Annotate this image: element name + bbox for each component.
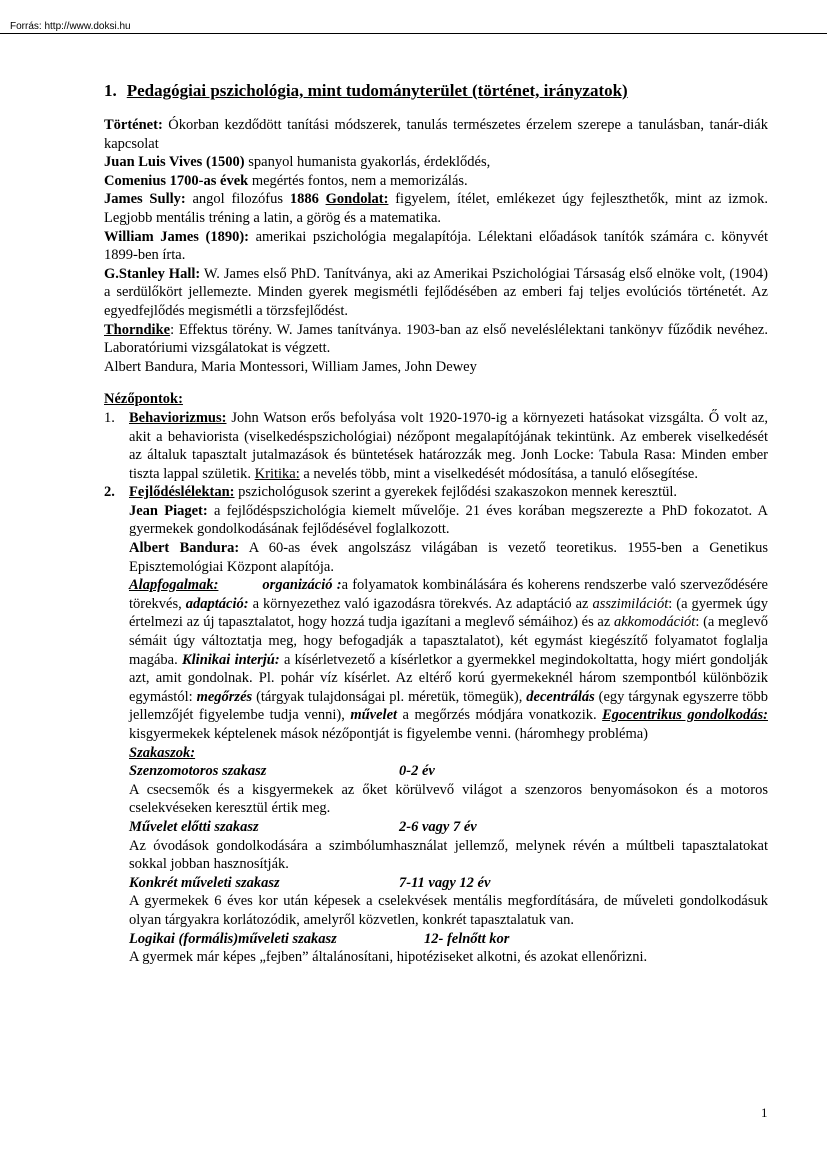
- viewpoint-developmental: 2. Fejlődéslélektan: pszichológusok szerint a gyerekek fejlődési szakaszokon mennek keresztül. Jean Piaget: a fejlődéspszichológia kiemelt művelője. 21 éves korában megszerezte a PhD fokozatot. A gyermekek gondolkodásának fejlődésével foglalkozott. Albert Bandura: A 60-as évek angolszász világában is vezető teoretikus. 1955-ben a Genetikus Episztemológiai Központ alapítója. Alapfogalmak: organizáció :a folyamatok kombinálására és koherens rendszerbe való szerveződésére törekvés, adaptáció: a környezethez való igazodásra törekvés. Az adaptáció az asszimilációt: (a gyermek úgy értelmezi az új tapasztalatot, hogy hozzá tudja igazítani a meglevő sémáihoz) és az akkomodációt: (a meglevő sémáit úgy változtatja meg, hogy befogadják a tapasztalatot), két egymást kiegészítő folyamatot foglalja magába. Klinikai interjú: a kísérletvezető a kísérletkor a gyermekkel megindokoltatta, hogy miért gondolják azt, amit gondolnak. Pl. pohár víz kísérlet. Az eltérő korú gyermekeknél három szempontból különbözik egymástól: megőrzés (tárgyak tulajdonságai pl. méretük, tömegük), decentrálás (egy tárgynak egyszerre több jellemzőjét figyelembe tudja venni), művelet a megőrzés módjára vonatkozik. Egocentrikus gondolkodás: kisgyermekek képtelenek mások nézőpontját is figyelembe venni. (háromhegy probléma) Szakaszok: Szenzomotoros szakasz 0-2 év A csecsemők és a kisgyermekek az őket körülvevő világot a szenzoros benyomásokon és a motoros cselekvéseken keresztül értik meg. Művelet előtti szakasz 2-6 vagy 7 év Az óvodások gondolkodására a szimbólumhasználat jellemző, melynek révén a múltbeli tapasztalatokat sokkal jobban hasznosítják. Konkrét műveleti szakasz 7-11 vagy 12 év A gyermekek 6 éves kor után képesek a cselekvések mentális megfordítására, de műveleti gondolkodásuk olyan tárgyakra korlátozódik, amelyről közvetlen, konkrét tapasztalatuk van. Logikai (formális)műveleti szakasz 12- felnőtt kor A gyermek már képes „fejben” általánosítani, hipotéziseket alkotni, és azokat ellenőrizni.: [104, 484, 769, 966]
- stage-description: A gyermek már képes „fejben” általánosítani, hipotéziseket alkotni, és azokat ellenőrizni.: [129, 949, 648, 966]
- stages-heading: Szakaszok:: [129, 744, 196, 761]
- source-url: Forrás: http://www.doksi.hu: [10, 21, 131, 32]
- viewpoint-behaviorism: 1. Behaviorizmus: John Watson erős befolyása volt 1920-1970-ig a környezeti hatásokat vizsgálta. Ő volt az, akit a behaviorista (viselkedéspszichológiai) nézőpont megalapítójának tekintünk. Az emberek viselkedését az általuk tapasztalt jutalmazások és büntetések határozzák meg. Jonh Locke: Tabula Rasa: Minden ember tiszta lappal születik. Kritika: a nevelés több, mint a viselkedését módosítása, a tanuló elősegítése.: [104, 409, 768, 482]
- page-title: [104, 80, 768, 102]
- stage-formal-operational: [129, 930, 768, 967]
- stage-description: A gyermekek 6 éves kor után képesek a cselekvések mentális megfordítására, de műveleti gondolkodásuk olyan tárgyakra korlátozódik, amelyről közvetlen, konkrét tapasztalatuk van.: [129, 893, 768, 928]
- stage-age: 0-2 év: [399, 763, 435, 780]
- header-divider: [0, 33, 827, 34]
- stage-age: 2-6 vagy 7 év: [399, 818, 477, 835]
- history-hall: G.Stanley Hall: W. James első PhD. Tanítványa, aki az Amerikai Pszichológiai Társaság első elnöke volt, (1904) a serdülőkört jellemezte. Minden gyerek megismétli fejlődésében az emberi faj teljes evolúciós történetét. Az egyedfejlődés megismétli a törzsfejlődést.: [104, 265, 769, 319]
- page-number: 1: [761, 1105, 768, 1120]
- stage-concrete-operational: [129, 874, 768, 930]
- history-vives: Juan Luis Vives (1500) spanyol humanista gyakorlás, érdeklődés,: [104, 154, 491, 171]
- history-intro: Történet: Ókorban kezdődött tanítási módszerek, tanulás természetes érzelem szerepe a tanulásban, tanár-diák kapcsolat: [104, 117, 768, 152]
- document-body: [104, 80, 768, 967]
- stage-sensorimotor: [129, 762, 768, 818]
- title-number: 1.: [104, 81, 117, 100]
- history-sully: James Sully: angol filozófus 1886 Gondolat: figyelem, ítélet, emlékezet úgy fejleszthetők, mint az izmok. Legjobb mentális tréning a latin, a görög és a matematika.: [104, 191, 768, 226]
- bandura-paragraph: Albert Bandura: A 60-as évek angolszász világában is vezető teoretikus. 1955-ben a Genetikus Episztemológiai Központ alapítója.: [129, 540, 768, 575]
- stage-description: Az óvodások gondolkodására a szimbólumhasználat jellemző, melynek révén a múltbeli tapasztalatokat sokkal jobban hasznosítják.: [129, 837, 768, 873]
- history-names: Albert Bandura, Maria Montessori, William James, John Dewey: [104, 358, 477, 375]
- stage-age: 7-11 vagy 12 év: [399, 874, 491, 891]
- stage-name: Logikai (formális)műveleti szakasz: [129, 930, 337, 947]
- stage-name: Konkrét műveleti szakasz: [129, 874, 280, 891]
- viewpoints-heading: Nézőpontok:: [104, 391, 183, 408]
- stage-preoperational: [129, 818, 768, 874]
- history-comenius: Comenius 1700-as évek megértés fontos, nem a memorizálás.: [104, 172, 468, 189]
- history-james: William James (1890): amerikai pszichológia megalapítója. Lélektani előadások tanítók számára c. könyvét 1899-ben írta.: [104, 228, 768, 264]
- stage-name: Szenzomotoros szakasz: [129, 763, 267, 780]
- stage-name: Művelet előtti szakasz: [129, 818, 259, 835]
- concepts-paragraph: Alapfogalmak: organizáció :a folyamatok kombinálására és koherens rendszerbe való szerveződésére törekvés, adaptáció: a környezethez való igazodásra törekvés. Az adaptáció az asszimilációt: (a gyermek úgy értelmezi az új tapasztalatot, hogy hozzá tudja igazítani a meglevő sémáihoz) és az akkomodációt: (a meglevő sémáit úgy változtatja meg, hogy befogadják a tapasztalatot), két egymást kiegészítő folyamatot foglalja magába. Klinikai interjú: a kísérletvezető a kísérletkor a gyermekkel megindokoltatta, hogy miért gondolják azt, amit gondolnak. Pl. pohár víz kísérlet. Az eltérő korú gyermekeknél három szempontból különbözik egymástól: megőrzés (tárgyak tulajdonságai pl. méretük, tömegük), decentrálás (egy tárgynak egyszerre több jellemzőjét figyelembe tudja venni), művelet a megőrzés módjára vonatkozik. Egocentrikus gondolkodás: kisgyermekek képtelenek mások nézőpontját is figyelembe venni. (háromhegy probléma): [129, 577, 768, 742]
- stage-age: 12- felnőtt kor: [424, 930, 510, 947]
- stage-description: A csecsemők és a kisgyermekek az őket körülvevő világot a szenzoros benyomásokon és a motoros cselekvéseken keresztül értik meg.: [129, 781, 768, 817]
- piaget-paragraph: Jean Piaget: a fejlődéspszichológia kiemelt művelője. 21 éves korában megszerezte a PhD fokozatot. A gyermekek gondolkodásának fejlődésével foglalkozott.: [129, 502, 769, 538]
- history-thorndike: Thorndike: Effektus törény. W. James tanítványa. 1903-ban az első neveléslélektani tankönyv fűződik nevéhez. Laboratóriumi vizsgálatokat is végzett.: [104, 321, 768, 357]
- title-text: Pedagógiai pszichológia, mint tudományterület (történet, irányzatok): [126, 81, 628, 100]
